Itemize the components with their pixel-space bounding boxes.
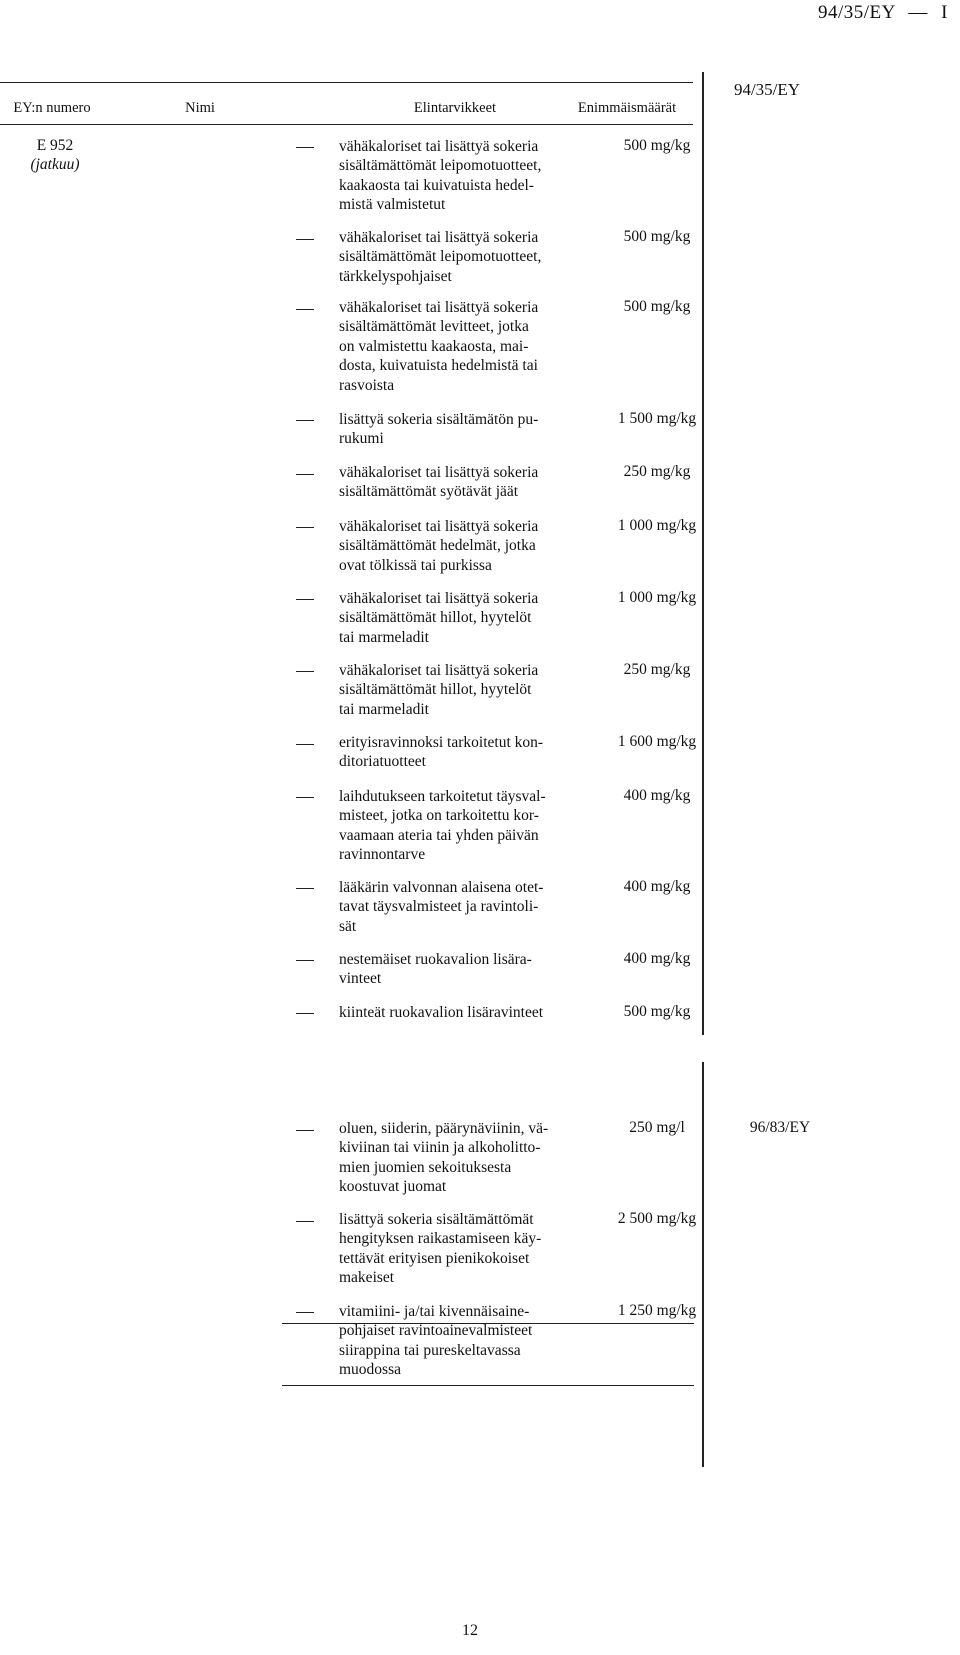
max-level: 400 mg/kg xyxy=(623,878,691,895)
max-level: 250 mg/kg xyxy=(623,463,691,480)
food-description: lisättyä sokeria sisältämätön pu- rukumi xyxy=(339,411,539,448)
row-dash xyxy=(296,1130,314,1131)
page-header xyxy=(818,2,948,24)
food-description: kiinteät ruokavalion lisäravinteet xyxy=(339,1004,544,1021)
max-level: 1 000 mg/kg xyxy=(617,517,697,534)
row-dash xyxy=(296,527,314,528)
row-dash xyxy=(296,1312,314,1313)
food-description: vähäkaloriset tai lisättyä sokeria sisältämättömät leipomotuotteet, tärkkelyspohjaiset xyxy=(339,229,542,285)
row-dash xyxy=(296,888,314,889)
row-dash xyxy=(296,671,314,672)
max-level: 1 600 mg/kg xyxy=(617,733,697,750)
food-description: vähäkaloriset tai lisättyä sokeria sisältämättömät hillot, hyytelöt tai marmeladit xyxy=(339,590,539,646)
header-foods: Elintarvikkeet xyxy=(413,100,497,116)
header-top-rule xyxy=(0,82,693,83)
row-dash xyxy=(296,474,314,475)
food-description: laihdutukseen tarkoitetut täysval- misteet, jotka on tarkoitettu kor- vaamaan ateria tai yhden päivän ravinnontarve xyxy=(339,788,546,864)
row-dash xyxy=(296,1013,314,1014)
max-level: 400 mg/kg xyxy=(623,787,691,804)
max-level: 500 mg/kg xyxy=(623,228,691,245)
row-dash xyxy=(296,1221,314,1222)
row-dash xyxy=(296,239,314,240)
header-directive: 94/35/EY xyxy=(733,80,801,99)
header-max-levels: Enimmäismäärät xyxy=(577,100,677,116)
food-description: vähäkaloriset tai lisättyä sokeria sisältämättömät hedelmät, jotka ovat tölkissä tai purkissa xyxy=(339,518,539,574)
page-header-ref: 94/35/EY xyxy=(817,2,896,23)
header-bottom-rule xyxy=(0,124,693,125)
food-description: lisättyä sokeria sisältämättömät hengityksen raikastamiseen käy- tettävät erityisen pienikokoiset makeiset xyxy=(339,1211,542,1287)
header-name: Nimi xyxy=(185,100,215,116)
food-description: vähäkaloriset tai lisättyä sokeria sisältämättömät syötävät jäät xyxy=(339,464,539,501)
food-description: vähäkaloriset tai lisättyä sokeria sisältämättömät leipomotuotteet, kaakaosta tai kuivatuista hedel- mistä valmistetut xyxy=(339,138,542,214)
page-header-separator: — xyxy=(908,2,928,23)
page-number: 12 xyxy=(462,1622,478,1639)
row-dash xyxy=(296,309,314,310)
max-level: 500 mg/kg xyxy=(623,298,691,315)
row-dash xyxy=(296,960,314,961)
row-dash xyxy=(296,420,314,421)
max-level: 2 500 mg/kg xyxy=(617,1210,697,1227)
max-level: 400 mg/kg xyxy=(623,950,691,967)
amendment-bottom-rule xyxy=(282,1385,694,1386)
row-dash xyxy=(296,147,314,148)
food-description: vitamiini- ja/tai kivennäisaine- pohjaiset ravintoainevalmisteet siirappina tai pureskeltavassa muodossa xyxy=(339,1303,533,1379)
max-level: 250 mg/l xyxy=(629,1119,685,1136)
row-dash xyxy=(296,797,314,798)
food-description: vähäkaloriset tai lisättyä sokeria sisältämättömät hillot, hyytelöt tai marmeladit xyxy=(339,662,539,718)
food-description: nestemäiset ruokavalion lisära- vinteet xyxy=(339,951,532,988)
max-level: 1 000 mg/kg xyxy=(617,589,697,606)
max-level: 1 500 mg/kg xyxy=(617,410,697,427)
additive-number: E 952 xyxy=(36,137,74,154)
food-description: oluen, siiderin, päärynäviinin, vä- kiviinan tai viinin ja alkoholitto- mien juomien sekoituksesta koostuvat juomat xyxy=(339,1120,549,1196)
food-description: vähäkaloriset tai lisättyä sokeria sisältämättömät levitteet, jotka on valmistettu kaakaosta, mai- dosta, kuivatuista hedelmistä tai rasvoista xyxy=(339,299,539,394)
food-description: erityisravinnoksi tarkoitetut kon- ditoriatuotteet xyxy=(339,734,544,771)
header-eec-number: EY:n numero xyxy=(13,100,91,116)
max-level: 500 mg/kg xyxy=(623,137,691,154)
max-level: 250 mg/kg xyxy=(623,661,691,678)
page-header-series: I xyxy=(941,2,948,23)
additive-continued: (jatkuu) xyxy=(30,156,80,173)
max-level: 500 mg/kg xyxy=(623,1003,691,1020)
row-dash xyxy=(296,744,314,745)
amending-directive: 96/83/EY xyxy=(749,1119,811,1136)
max-level: 1 250 mg/kg xyxy=(617,1302,697,1319)
food-description: lääkärin valvonnan alaisena otet- tavat täysvalmisteet ja ravintoli- sät xyxy=(339,879,544,935)
row-dash xyxy=(296,599,314,600)
